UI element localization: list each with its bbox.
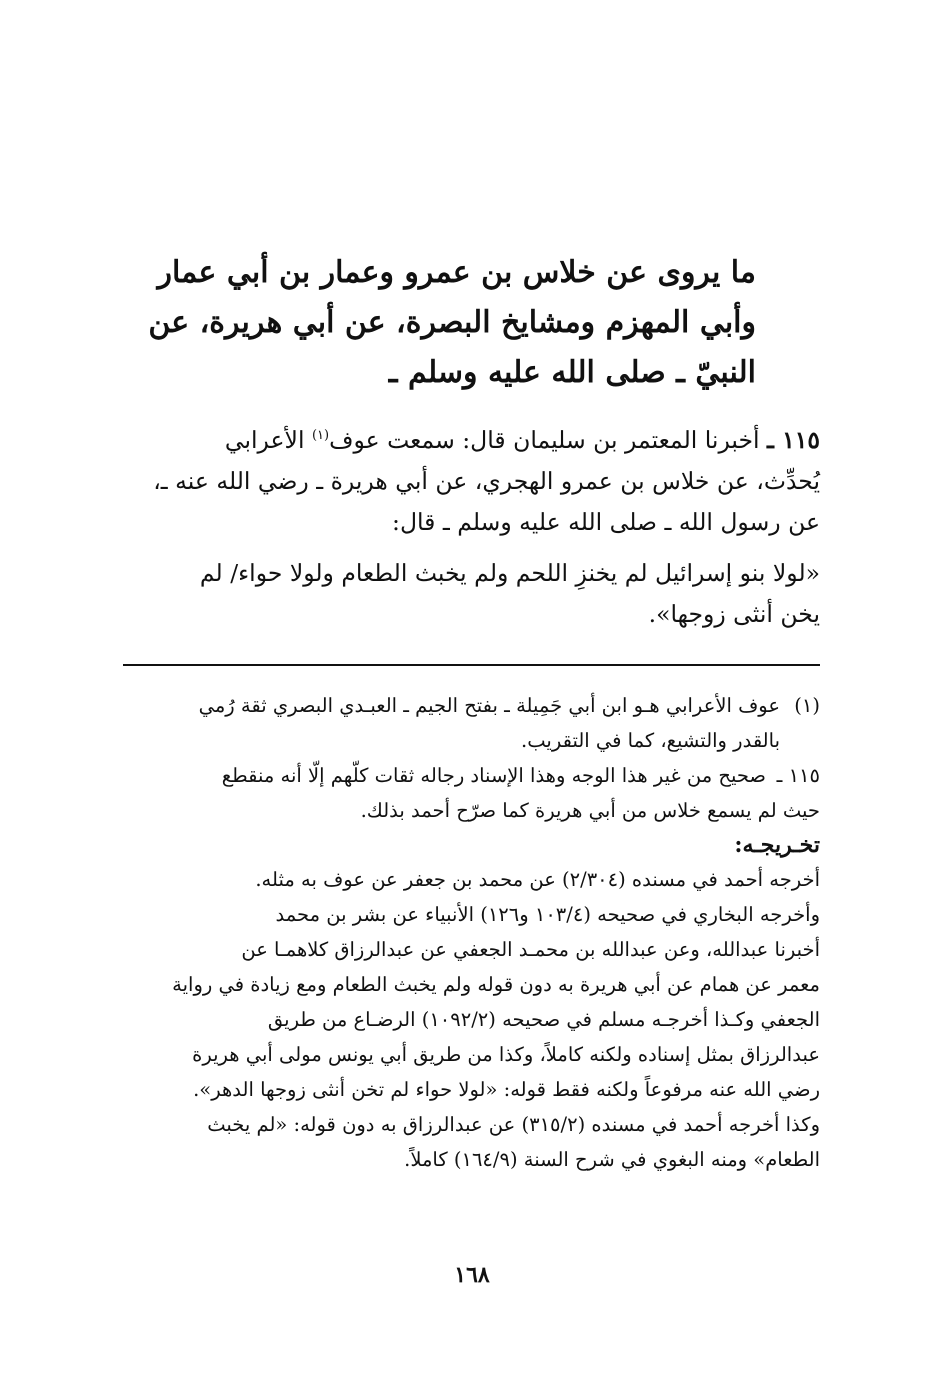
hadith-number: ١١٥ ـ	[767, 426, 820, 454]
takhrij-section	[125, 793, 820, 1177]
takhrij-line: وكذا أخرجه أحمد في مسنده (٣١٥/٢) عن عبدالرزاق به دون قوله: «لم يخبث	[207, 1113, 820, 1136]
takhrij-line: أخرجه أحمد في مسنده (٢/٣٠٤) عن محمد بن جعفر عن عوف به مثله.	[255, 868, 820, 891]
grading-line: صحيح من غير هذا الوجه وهذا الإسناد رجاله ثقات كلّهم إلّا أنه منقطع	[221, 764, 766, 787]
grading-number: ١١٥ ـ	[776, 764, 820, 787]
takhrij-line: رضي الله عنه مرفوعاً ولكنه فقط قوله: «لولا حواء لم تخن أنثى زوجها الدهر».	[193, 1078, 820, 1101]
footnote-1	[125, 688, 820, 758]
takhrij-line: أخبرنا عبدالله، وعن عبدالله بن محمـد الجعفي عن عبدالرزاق كلاهمـا عن	[241, 938, 820, 961]
footnotes-section	[125, 688, 820, 1177]
takhrij-heading: تخـريجـه:	[734, 832, 820, 858]
hadith-text	[125, 420, 820, 635]
page-number: ١٦٨	[454, 1262, 490, 1288]
isnad-line-text: أخبرنا المعتمر بن سليمان قال: سمعت عوف	[329, 426, 760, 454]
footnote-number: (١)	[794, 694, 820, 717]
matn-line: يخن أنثى زوجها».	[648, 600, 820, 628]
takhrij-line: وأخرجه البخاري في صحيحه (١٠٣/٤ و١٢٦) الأنبياء عن بشر بن محمد	[275, 903, 820, 926]
footnote-line: بالقدر والتشيع، كما في التقريب.	[521, 729, 780, 752]
isnad-line	[125, 420, 820, 461]
isnad-line: عن رسول الله ـ صلى الله عليه وسلم ـ قال:	[392, 508, 820, 536]
grading-body	[125, 758, 766, 793]
footnote-separator	[123, 664, 820, 666]
grading-line: حيث لم يسمع خلاس من أبي هريرة كما صرّح أحمد بذلك.	[360, 799, 820, 822]
chapter-title-line: وأبي المهزم ومشايخ البصرة، عن أبي هريرة، عن	[148, 305, 756, 340]
footnote-marker: (١)	[311, 428, 330, 444]
chapter-title-line: النبيّ ـ صلى الله عليه وسلم ـ	[388, 355, 756, 390]
chapter-title	[148, 248, 756, 398]
hadith-isnad	[125, 420, 820, 543]
takhrij-line: عبدالرزاق بمثل إسناده ولكنه كاملاً، وكذا من طريق أبي يونس مولى أبي هريرة	[192, 1043, 820, 1066]
footnote-line: عوف الأعرابي هـو ابن أبي جَمِيلة ـ بفتح الجيم ـ العبـدي البصري ثقة رُمي	[198, 694, 780, 717]
isnad-line: يُحدِّث، عن خلاس بن عمرو الهجري، عن أبي هريرة ـ رضي الله عنه ـ،	[153, 467, 820, 495]
takhrij-line: الجعفي وكـذا أخرجـه مسلم في صحيحه (١٠٩٢/٢) الرضـاع من طريق	[267, 1008, 820, 1031]
grading-note	[125, 758, 820, 793]
isnad-line-tail: الأعرابي	[224, 426, 312, 454]
matn-line: «لولا بنو إسرائيل لم يخنزِ اللحم ولم يخبث الطعام ولولا حواء/ لم	[199, 559, 820, 587]
hadith-matn	[125, 553, 820, 635]
takhrij-line: معمر عن همام عن أبي هريرة به دون قوله ولم يخبث الطعام ومع زيادة في رواية	[172, 973, 820, 996]
takhrij-line: الطعام» ومنه البغوي في شرح السنة (١٦٤/٩) كاملاً.	[404, 1148, 820, 1171]
footnote-body	[125, 688, 780, 758]
chapter-title-line: ما يروى عن خلاس بن عمرو وعمار بن أبي عمار	[157, 255, 756, 290]
